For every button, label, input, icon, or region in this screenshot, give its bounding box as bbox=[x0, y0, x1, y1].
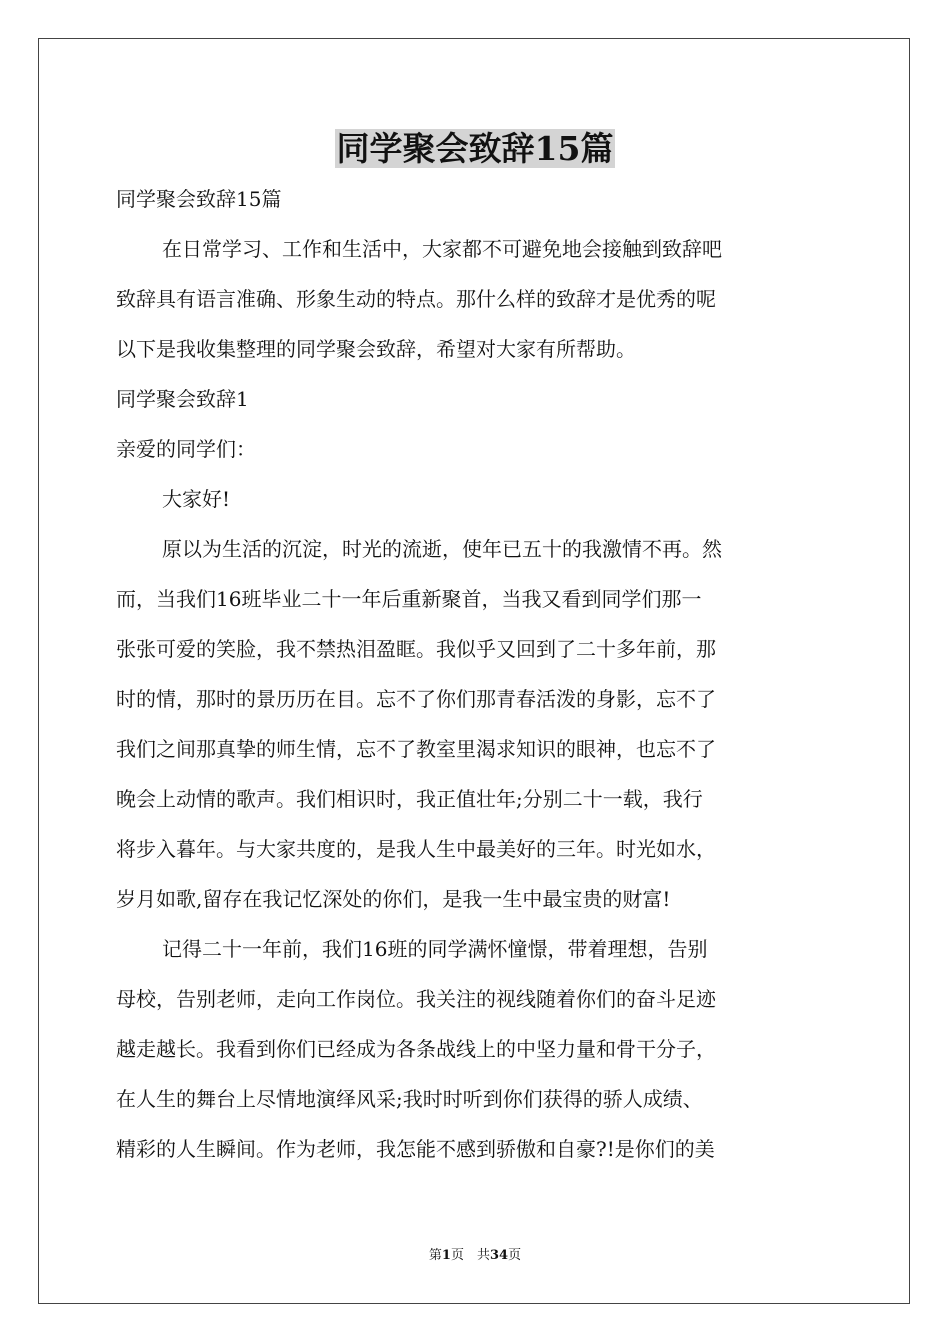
section-heading: 同学聚会致辞1 bbox=[116, 387, 249, 411]
paragraph-line: 母校，告别老师，走向工作岗位。我关注的视线随着你们的奋斗足迹 bbox=[116, 987, 716, 1011]
footer-page-current: 1 bbox=[441, 1248, 451, 1263]
paragraph-line: 而，当我们16班毕业二十一年后重新聚首，当我又看到同学们那一 bbox=[116, 587, 702, 611]
page-frame bbox=[38, 38, 910, 1304]
paragraph-line: 精彩的人生瞬间。作为老师，我怎能不感到骄傲和自豪?!是你们的美 bbox=[116, 1137, 715, 1161]
paragraph-line: 以下是我收集整理的同学聚会致辞，希望对大家有所帮助。 bbox=[116, 337, 636, 361]
page-footer bbox=[0, 1247, 950, 1265]
paragraph-line: 致辞具有语言准确、形象生动的特点。那什么样的致辞才是优秀的呢 bbox=[116, 287, 716, 311]
paragraph-line: 我们之间那真挚的师生情，忘不了教室里渴求知识的眼神，也忘不了 bbox=[116, 737, 716, 761]
footer-mid: 页 共 bbox=[450, 1248, 490, 1263]
document-title bbox=[0, 126, 950, 172]
paragraph-line: 张张可爱的笑脸，我不禁热泪盈眶。我似乎又回到了二十多年前，那 bbox=[116, 637, 716, 661]
paragraph-line: 记得二十一年前，我们16班的同学满怀憧憬，带着理想，告别 bbox=[162, 937, 708, 961]
paragraph-line: 时的情，那时的景历历在目。忘不了你们那青春活泼的身影，忘不了 bbox=[116, 687, 716, 711]
paragraph-line: 将步入暮年。与大家共度的，是我人生中最美好的三年。时光如水， bbox=[116, 837, 716, 861]
paragraph-line: 在日常学习、工作和生活中，大家都不可避免地会接触到致辞吧 bbox=[162, 237, 722, 261]
footer-page-total: 34 bbox=[489, 1248, 509, 1263]
footer-prefix: 第 bbox=[428, 1248, 442, 1263]
footer-suffix: 页 bbox=[508, 1248, 522, 1263]
paragraph-line: 在人生的舞台上尽情地演绎风采;我时时听到你们获得的骄人成绩、 bbox=[116, 1087, 703, 1111]
subtitle-line: 同学聚会致辞15篇 bbox=[116, 187, 282, 211]
paragraph-line: 越走越长。我看到你们已经成为各条战线上的中坚力量和骨干分子， bbox=[116, 1037, 716, 1061]
paragraph-line: 原以为生活的沉淀，时光的流逝，使年已五十的我激情不再。然 bbox=[162, 537, 722, 561]
paragraph-line: 岁月如歌,留存在我记忆深处的你们，是我一生中最宝贵的财富! bbox=[116, 887, 671, 911]
salutation-line: 亲爱的同学们： bbox=[116, 437, 256, 461]
document-title-text: 同学聚会致辞15篇 bbox=[336, 129, 614, 168]
greeting-line: 大家好! bbox=[162, 487, 231, 511]
paragraph-line: 晚会上动情的歌声。我们相识时，我正值壮年;分别二十一载，我行 bbox=[116, 787, 703, 811]
